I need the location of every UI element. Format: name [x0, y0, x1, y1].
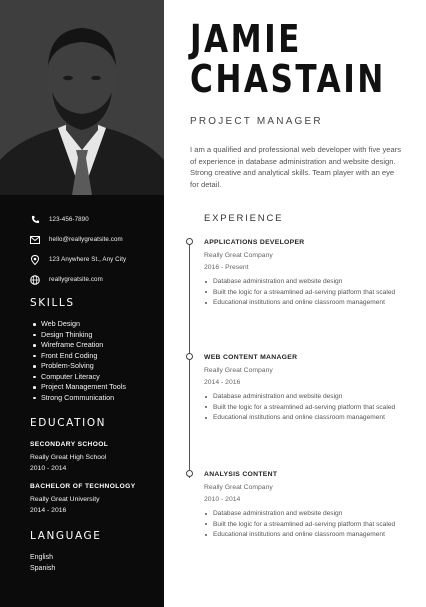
profile-photo — [0, 0, 164, 195]
contact-address-text: 123 Anywhere St., Any City — [49, 256, 127, 263]
phone-icon — [30, 215, 40, 225]
job-years: 2010 - 2014 — [204, 496, 241, 503]
job-duty: Database administration and website design — [213, 277, 409, 287]
job-company: Really Great Company — [204, 367, 273, 374]
job-duty: Built the logic for a streamlined ad-serving platform that scaled — [213, 403, 409, 413]
job-role: ANALYSIS CONTENT — [204, 471, 278, 478]
language-item: English — [30, 554, 53, 561]
candidate-name — [190, 19, 386, 99]
job-duties — [204, 509, 409, 540]
education-degree: SECONDARY SCHOOL — [30, 441, 109, 448]
contact-email-text[interactable]: hello@reallygreatsite.com — [49, 236, 123, 243]
contact-phone — [30, 210, 160, 229]
skills-list — [33, 319, 126, 403]
job-duty: Built the logic for a streamlined ad-serving platform that scaled — [213, 288, 409, 298]
first-name: JAMIE — [190, 17, 302, 61]
education-school: Really Great High School — [30, 454, 107, 461]
skill-item: Front End Coding — [33, 351, 126, 362]
job-title: PROJECT MANAGER — [190, 116, 323, 127]
language-item: Spanish — [30, 565, 56, 572]
experience-heading: EXPERIENCE — [204, 213, 284, 224]
skills-heading: SKILLS — [30, 297, 75, 309]
skill-item: Design Thinking — [33, 330, 126, 341]
job-duties — [204, 277, 409, 308]
job-years: 2016 - Present — [204, 264, 249, 271]
contact-website-text[interactable]: reallygreatsite.com — [49, 276, 103, 283]
job-duty: Educational institutions and online classroom management — [213, 298, 409, 308]
education-school: Really Great University — [30, 496, 100, 503]
job-duty: Database administration and website design — [213, 509, 409, 519]
skill-item: Project Management Tools — [33, 382, 126, 393]
contact-email — [30, 230, 160, 249]
education-entry — [30, 483, 160, 518]
education-heading: EDUCATION — [30, 417, 107, 429]
experience-entry — [204, 354, 409, 424]
education-entry — [30, 441, 160, 476]
contact-website — [30, 270, 160, 289]
language-list — [30, 552, 55, 574]
skill-item: Wireframe Creation — [33, 340, 126, 351]
job-duty: Database administration and website design — [213, 392, 409, 402]
job-duty: Built the logic for a streamlined ad-serving platform that scaled — [213, 520, 409, 530]
job-duty: Educational institutions and online classroom management — [213, 413, 409, 423]
contact-address — [30, 250, 160, 269]
globe-icon — [30, 275, 40, 285]
mail-icon — [30, 235, 40, 245]
education-degree: BACHELOR OF TECHNOLOGY — [30, 483, 136, 490]
job-duty: Educational institutions and online classroom management — [213, 530, 409, 540]
experience-entry — [204, 239, 409, 309]
timeline-node — [186, 470, 193, 477]
job-role: WEB CONTENT MANAGER — [204, 354, 298, 361]
experience-entry — [204, 471, 409, 541]
timeline-node — [186, 238, 193, 245]
education-years: 2010 - 2014 — [30, 465, 67, 472]
job-company: Really Great Company — [204, 484, 273, 491]
location-icon — [30, 255, 40, 265]
profile-summary: I am a qualified and professional web developer with five years of experience in database administration and website design. Strong creative and analytical skills. Team player with an eye for detail. — [190, 145, 402, 189]
job-duties — [204, 392, 409, 423]
job-role: APPLICATIONS DEVELOPER — [204, 239, 305, 246]
timeline-node — [186, 353, 193, 360]
education-years: 2014 - 2016 — [30, 507, 67, 514]
skill-item: Strong Communication — [33, 393, 126, 404]
skill-item: Computer Literacy — [33, 372, 126, 383]
language-heading: LANGUAGE — [30, 530, 102, 542]
skill-item: Problem-Solving — [33, 361, 126, 372]
contact-phone-text[interactable]: 123-456-7890 — [49, 216, 89, 223]
sidebar — [0, 0, 164, 607]
job-company: Really Great Company — [204, 252, 273, 259]
last-name: CHASTAIN — [190, 57, 386, 101]
skill-item: Web Design — [33, 319, 126, 330]
job-years: 2014 - 2016 — [204, 379, 241, 386]
contact-list — [30, 210, 160, 290]
